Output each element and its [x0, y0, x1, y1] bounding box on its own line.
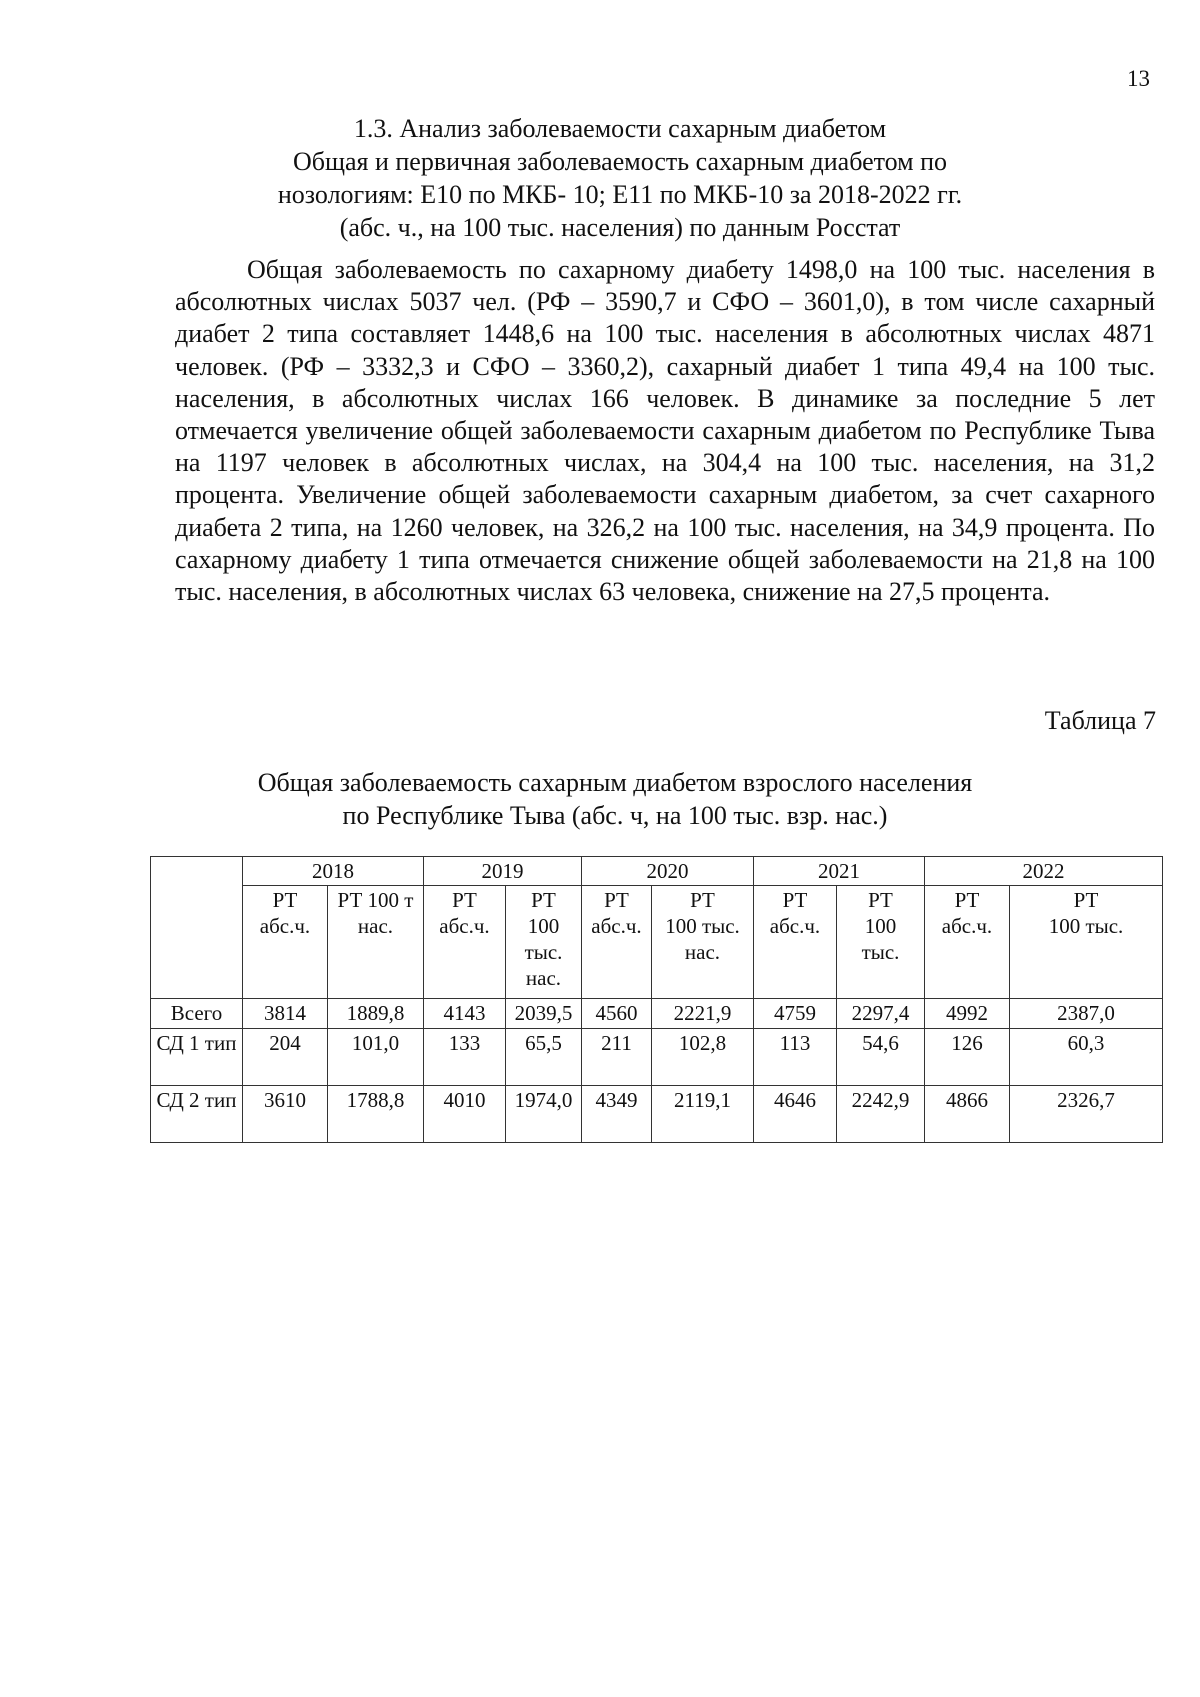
page-number: 13 — [1127, 66, 1150, 91]
metric-header-line: РТ — [954, 888, 980, 912]
heading-line: 1.3. Анализ заболеваемости сахарным диабетом — [353, 114, 887, 143]
row-label: СД 1 тип — [151, 1029, 243, 1086]
metric-header-line: тыс. — [524, 940, 563, 964]
table-title-line: по Республике Тыва (абс. ч, на 100 тыс. взр. нас.) — [342, 801, 888, 830]
metric-header — [506, 886, 582, 999]
metric-header — [754, 886, 837, 999]
year-header: 2020 — [582, 857, 754, 886]
metric-header-line: РТ — [690, 888, 715, 912]
metric-header-line: РТ — [452, 888, 477, 912]
table-cell: 113 — [754, 1029, 837, 1086]
year-header: 2019 — [424, 857, 582, 886]
table-cell: 65,5 — [506, 1029, 582, 1086]
table-cell: 60,3 — [1010, 1029, 1163, 1086]
year-header: 2021 — [754, 857, 925, 886]
table-cell: 4560 — [582, 999, 652, 1029]
metric-header-line: абс.ч. — [941, 914, 993, 938]
table-cell: 4010 — [424, 1086, 506, 1143]
table-header-years — [151, 857, 1163, 886]
metric-header — [925, 886, 1010, 999]
metric-header-line: абс.ч. — [769, 914, 821, 938]
section-heading — [180, 112, 1060, 244]
metric-header — [424, 886, 506, 999]
table-row — [151, 1086, 1163, 1143]
table-cell: 4866 — [925, 1086, 1010, 1143]
table-cell: 101,0 — [328, 1029, 424, 1086]
metric-header-line: РТ — [1073, 888, 1099, 912]
table-cell: 2297,4 — [837, 999, 925, 1029]
table-row — [151, 1029, 1163, 1086]
metric-header-line: абс.ч. — [591, 914, 642, 938]
metric-header-line: РТ — [531, 888, 556, 912]
table-cell: 1889,8 — [328, 999, 424, 1029]
metric-header-line: РТ — [782, 888, 808, 912]
metric-header-line: 100 тыс. — [1048, 914, 1124, 938]
metric-header-line: РТ — [604, 888, 629, 912]
heading-line: (абс. ч., на 100 тыс. населения) по данным Росстат — [339, 213, 901, 242]
metric-header — [1010, 886, 1163, 999]
table-cell: 4143 — [424, 999, 506, 1029]
table-cell: 54,6 — [837, 1029, 925, 1086]
metric-header-line: нас. — [357, 914, 394, 938]
table-cell: 2221,9 — [652, 999, 754, 1029]
table-cell: 102,8 — [652, 1029, 754, 1086]
table-cell: 126 — [925, 1029, 1010, 1086]
table-title-line: Общая заболеваемость сахарным диабетом взрослого населения — [257, 768, 973, 797]
table-row — [151, 999, 1163, 1029]
metric-header-line: РТ — [868, 888, 893, 912]
metric-header-line: РТ — [272, 888, 298, 912]
table-cell: 4992 — [925, 999, 1010, 1029]
table-cell: 2326,7 — [1010, 1086, 1163, 1143]
table-label: Таблица 7 — [1044, 706, 1156, 735]
metric-header-line: нас. — [684, 940, 721, 964]
table-corner-cell — [151, 857, 243, 999]
table-cell: 4759 — [754, 999, 837, 1029]
table-cell: 1788,8 — [328, 1086, 424, 1143]
table-cell: 4646 — [754, 1086, 837, 1143]
metric-header-line: 100 — [527, 914, 560, 938]
heading-line: нозологиям: E10 по МКБ- 10; E11 по МКБ-10 за 2018-2022 гг. — [277, 180, 963, 209]
incidence-table — [150, 856, 1163, 1143]
body-paragraph: Общая заболеваемость по сахарному диабету 1498,0 на 100 тыс. населения в абсолютных числах 5037 чел. (РФ – 3590,7 и СФО – 3601,0), в том числе сахарный диабет 2 типа составляет 1448,6 на 100 тыс. населения в абсолютных числах 4871 человек. (РФ – 3332,3 и СФО – 3360,2), сахарный диабет 1 типа 49,4 на 100 тыс. населения, в абсолютных числах 166 человек. В динамике за последние 5 лет отмечается увеличение общей заболеваемости сахарным диабетом по Республике Тыва на 1197 человек в абсолютных числах, на 304,4 на 100 тыс. населения, на 31,2 процента. Увеличение общей заболеваемости сахарным диабетом, за счет сахарного диабета 2 типа, на 1260 человек, на 326,2 на 100 тыс. населения, на 34,9 процента. По сахарному диабету 1 типа отмечается снижение общей заболеваемости на 21,8 на 100 тыс. населения, в абсолютных числах 63 человека, снижение на 27,5 процента. — [175, 255, 1155, 607]
metric-header-line: 100 тыс. — [665, 914, 740, 938]
metric-header — [652, 886, 754, 999]
metric-header-line: РТ 100 т — [337, 888, 414, 912]
metric-header — [837, 886, 925, 999]
metric-header-line: тыс. — [861, 940, 900, 964]
table-cell: 133 — [424, 1029, 506, 1086]
metric-header-line: абс.ч. — [259, 914, 311, 938]
heading-line: Общая и первичная заболеваемость сахарным диабетом по — [292, 147, 948, 176]
metric-header — [243, 886, 328, 999]
row-label: Всего — [151, 999, 243, 1029]
metric-header-line: нас. — [525, 966, 562, 990]
table-cell: 3814 — [243, 999, 328, 1029]
table-cell: 2387,0 — [1010, 999, 1163, 1029]
table-cell: 1974,0 — [506, 1086, 582, 1143]
table-cell: 4349 — [582, 1086, 652, 1143]
table-cell: 204 — [243, 1029, 328, 1086]
table-title — [175, 766, 1055, 832]
table-cell: 3610 — [243, 1086, 328, 1143]
metric-header — [582, 886, 652, 999]
table-cell: 2039,5 — [506, 999, 582, 1029]
table-cell: 2242,9 — [837, 1086, 925, 1143]
year-header: 2022 — [925, 857, 1163, 886]
year-header: 2018 — [243, 857, 424, 886]
metric-header-line: 100 — [864, 914, 897, 938]
metric-header — [328, 886, 424, 999]
table-cell: 2119,1 — [652, 1086, 754, 1143]
table-header-metrics — [151, 886, 1163, 999]
metric-header-line: абс.ч. — [439, 914, 490, 938]
table-cell: 211 — [582, 1029, 652, 1086]
row-label: СД 2 тип — [151, 1086, 243, 1143]
